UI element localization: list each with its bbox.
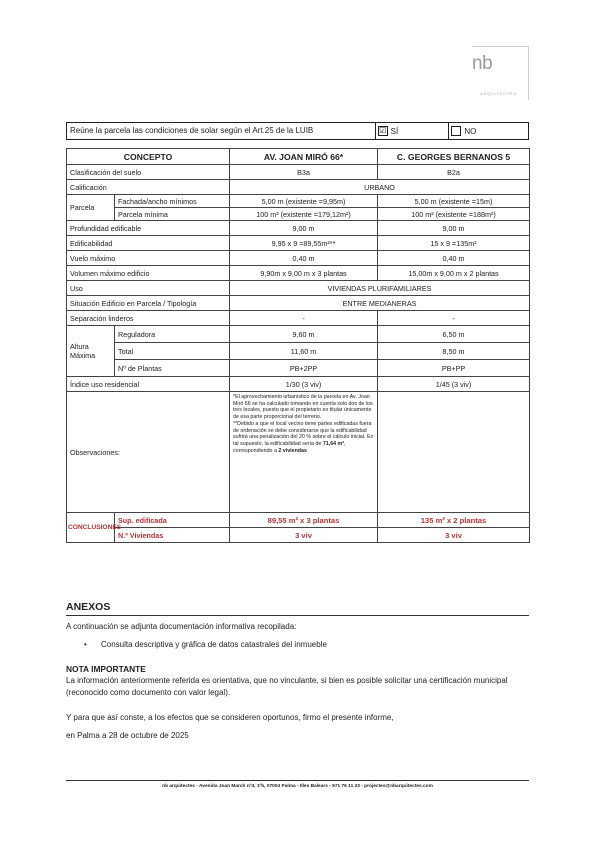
conclusiones-label: CONCLUSIONES [67, 513, 115, 543]
cell-value: 9,95 x 9 =89,55m²** [230, 236, 378, 251]
solar-conditions-question [66, 122, 529, 140]
table-row [67, 311, 530, 326]
closing-date: en Palma a 28 de octubre de 2025 [66, 731, 189, 740]
option-yes[interactable] [376, 123, 449, 139]
cell-value: 0,40 m [230, 251, 378, 266]
row-label: Profundidad edificable [67, 221, 230, 236]
option-no-label: NO [464, 126, 477, 136]
observaciones-empty [378, 392, 530, 513]
row-sublabel: Total [115, 343, 230, 360]
company-logo [472, 46, 529, 100]
cell-value: URBANO [230, 180, 530, 195]
conclusiones-sup-label: Sup. edificada [115, 513, 230, 528]
cell-value: 100 m² (existente =179,12m²) [230, 208, 378, 221]
conclusiones-sup-v1: 89,55 m² x 3 plantas [230, 513, 378, 528]
table-row [67, 251, 530, 266]
row-label-altura [67, 326, 115, 377]
table-row [67, 236, 530, 251]
bullet-icon: • [84, 640, 87, 649]
logo-mark: nb [472, 53, 493, 74]
row-label: Parcela [67, 195, 115, 221]
table-row [67, 296, 530, 311]
row-label: Índice uso residencial [67, 377, 230, 392]
row-label: Vuelo máximo [67, 251, 230, 266]
urban-parameters-table [66, 148, 530, 543]
table-row [67, 221, 530, 236]
conclusiones-sup-v2: 135 m² x 2 plantas [378, 513, 530, 528]
option-no[interactable] [448, 123, 528, 139]
anexos-heading: ANEXOS [66, 601, 111, 613]
cell-value: 8,50 m [378, 343, 530, 360]
anexos-intro: A continuación se adjunta documentación informativa recopilada: [66, 622, 297, 631]
logo-subtitle: ARQUITECTES [480, 91, 518, 96]
cell-value: - [230, 311, 378, 326]
table-row-conclusiones [67, 528, 530, 543]
conclusiones-viv-v2: 3 viv [378, 528, 530, 543]
table-row-conclusiones [67, 513, 530, 528]
cell-value: 100 m² (existente =188m²) [378, 208, 530, 221]
option-yes-label: SÍ [390, 126, 399, 136]
cell-value: 15 x 9 =135m² [378, 236, 530, 251]
altura-label-line2: Máxima [70, 351, 96, 360]
table-row [67, 281, 530, 296]
cell-value: B2a [378, 165, 530, 180]
cell-value: 9,60 m [230, 326, 378, 343]
header-concepto: CONCEPTO [67, 149, 230, 165]
conclusiones-viv-label: N.º Viviendas [115, 528, 230, 543]
row-label: Edificabilidad [67, 236, 230, 251]
cell-value: 9,00 m [230, 221, 378, 236]
row-label: Calificación [67, 180, 230, 195]
closing-line-1: Y para que así conste, a los efectos que se consideren oportunos, firmo el presente informe, [66, 713, 394, 722]
observaciones-notes [230, 392, 378, 513]
cell-value: 5,00 m (existente =9,95m) [230, 195, 378, 208]
row-label: Separación linderos [67, 311, 230, 326]
observaciones-note-2b: 71,64 m² [322, 440, 345, 447]
observaciones-note-1: *El aprovechamiento urbanístico de la parcela en Av. Joan Miró 66 se ha calculado tomando en cuenta solo dos de los tres locales, puesto que el propietario es titular únicamente de esa parte proporcional del terreno. [233, 394, 373, 421]
table-row [67, 165, 530, 180]
table-row [67, 195, 530, 208]
cell-value: 1/45 (3 viv) [378, 377, 530, 392]
cell-value: 9,00 m [378, 221, 530, 236]
row-sublabel: Parcela mínima [115, 208, 230, 221]
anexos-list-item [84, 640, 327, 649]
table-row [67, 208, 530, 221]
table-header-row [67, 149, 530, 165]
row-sublabel: Fachada/ancho mínimos [115, 195, 230, 208]
header-georges-bernanos: C. GEORGES BERNANOS 5 [378, 149, 530, 165]
checkbox-no[interactable] [451, 126, 461, 136]
anexos-divider [66, 615, 529, 616]
table-row [67, 360, 530, 377]
cell-value: 5,00 m (existente =15m) [378, 195, 530, 208]
altura-label-line1: Altura [70, 342, 89, 351]
cell-value: B3a [230, 165, 378, 180]
header-joan-miro: AV. JOAN MIRÓ 66* [230, 149, 378, 165]
table-row-observaciones [67, 392, 530, 513]
cell-value: PB+PP [378, 360, 530, 377]
row-label: Observaciones: [67, 392, 230, 513]
checkbox-yes-checked[interactable]: ☑ [379, 126, 387, 135]
anexos-list-item-text: Consulta descriptiva y gráfica de datos catastrales del inmueble [101, 640, 327, 649]
cell-value: 15,00m x 9,00 m x 2 plantas [378, 266, 530, 281]
cell-value: VIVIENDAS PLURIFAMILIARES [230, 281, 530, 296]
question-text: Reúne la parcela las condiciones de solar según el Art.25 de la LUIB [67, 123, 376, 139]
cell-value: 1/30 (3 viv) [230, 377, 378, 392]
table-row [67, 343, 530, 360]
cell-value: 6,50 m [378, 326, 530, 343]
row-label: Situación Edificio en Parcela / Tipología [67, 296, 230, 311]
footer-divider [66, 780, 529, 781]
table-row [67, 377, 530, 392]
row-label: Clasificación del suelo [67, 165, 230, 180]
nota-text: La información anteriormente referida es orientativa, que no vinculante, si bien es posible solicitar una certificación municipal (reconocido como documento con valor legal). [66, 676, 508, 697]
cell-value: 0,40 m [378, 251, 530, 266]
table-row [67, 266, 530, 281]
table-row [67, 326, 530, 343]
row-label: Volumen máximo edificio [67, 266, 230, 281]
observaciones-note-2a: **Debido a que el local vecino tiene partes edificadas fuera de ordenación se debe considerarse que la edificabilidad sufrirá una penalización del 20 % sobre el cálculo inicial. En tal supuesto, la edificabilidad sería de [233, 420, 374, 447]
row-sublabel: Nº de Plantas [115, 360, 230, 377]
table-row [67, 180, 530, 195]
observaciones-note-2c: , correspondiendo a [233, 440, 346, 454]
cell-value: - [378, 311, 530, 326]
conclusiones-viv-v1: 3 viv [230, 528, 378, 543]
cell-value: 9,90m x 9,00 m x 3 plantas [230, 266, 378, 281]
row-sublabel: Reguladora [115, 326, 230, 343]
cell-value: 11,60 m [230, 343, 378, 360]
row-label: Uso [67, 281, 230, 296]
cell-value: PB+2PP [230, 360, 378, 377]
nota-heading: NOTA IMPORTANTE [66, 664, 146, 674]
cell-value: ENTRE MEDIANERAS [230, 296, 530, 311]
observaciones-note-2d: 2 viviendas [278, 447, 307, 454]
footer-contact: nb arquitectes - Avenida Joan March nº4, 1ºb, 07004 Palma - Illes Balears - 971 76 11 23 - projectes@nbarquitectes.com [162, 784, 433, 789]
